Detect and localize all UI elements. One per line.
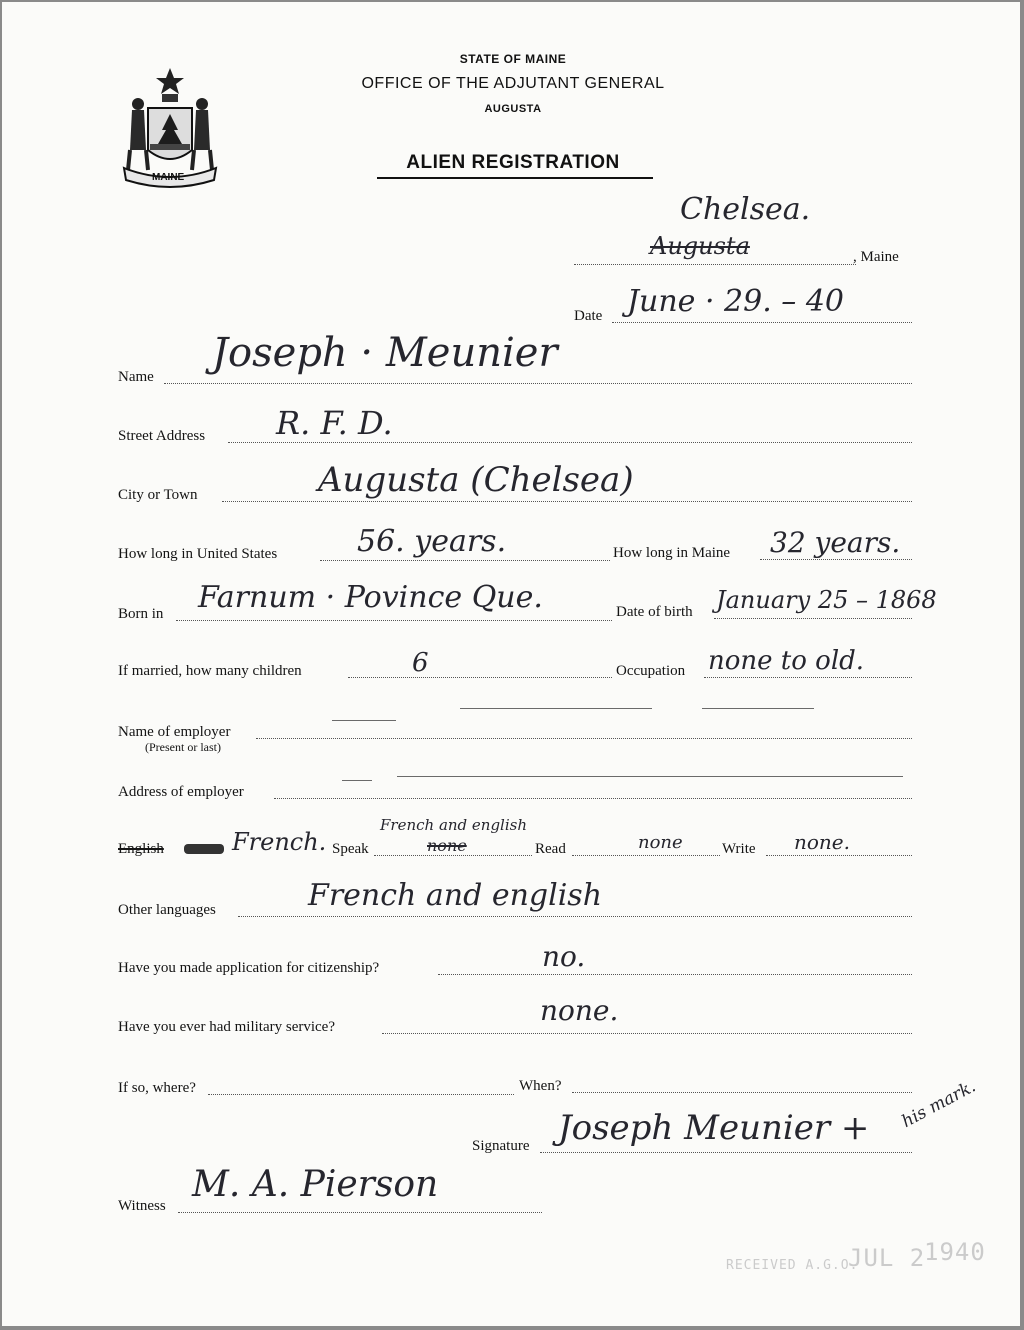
- signature-line: [540, 1152, 912, 1153]
- born-in-value: Farnum · Povince Que.: [198, 580, 543, 615]
- occupation-value: none to old.: [708, 646, 865, 676]
- maine-label: , Maine: [853, 249, 899, 265]
- read-label: Read: [535, 841, 566, 857]
- years-maine-line: [760, 559, 912, 560]
- when-line: [572, 1092, 912, 1093]
- read-value: none: [638, 832, 683, 853]
- street-address-label: Street Address: [118, 428, 206, 444]
- speak-value: French and english: [380, 816, 528, 834]
- received-stamp-year: 1940: [924, 1238, 986, 1266]
- name-value: Joseph · Meunier: [212, 330, 558, 376]
- other-languages-value: French and english: [308, 878, 603, 913]
- signature-label: Signature: [472, 1138, 530, 1154]
- employer-address-label: Address of employer: [118, 784, 244, 800]
- write-value: none.: [794, 830, 850, 854]
- if-so-where-label: If so, where?: [118, 1080, 196, 1096]
- employer-name-line: [256, 738, 912, 739]
- office-heading: OFFICE OF THE ADJUTANT GENERAL: [361, 75, 665, 92]
- children-label: If married, how many children: [118, 663, 302, 679]
- title-underline: [377, 177, 653, 179]
- employer-address-dash: [342, 780, 372, 781]
- born-in-line: [176, 620, 612, 621]
- speak-line: [374, 855, 532, 856]
- born-in-label: Born in: [118, 606, 164, 622]
- date-of-birth-line: [714, 618, 912, 619]
- military-value: none.: [540, 994, 619, 1027]
- years-us-value: 56. years.: [357, 524, 507, 559]
- name-label: Name: [118, 369, 154, 385]
- form-title: ALIEN REGISTRATION: [406, 152, 620, 173]
- years-maine-value: 32 years.: [770, 526, 901, 559]
- employer-name-label: Name of employer: [118, 724, 231, 740]
- years-us-label: How long in United States: [118, 546, 278, 562]
- speak-label: Speak: [332, 841, 369, 857]
- witness-line: [178, 1212, 542, 1213]
- date-of-birth-label: Date of birth: [616, 604, 693, 620]
- witness-label: Witness: [118, 1198, 166, 1214]
- employer-dash: [332, 720, 396, 721]
- read-line: [572, 855, 720, 856]
- employer-dash: [460, 708, 652, 709]
- citizenship-label: Have you made application for citizenship?: [118, 960, 380, 976]
- registration-form: [2, 2, 1020, 1326]
- years-us-line: [320, 560, 610, 561]
- date-line: [612, 322, 912, 323]
- write-label: Write: [722, 841, 756, 857]
- military-label: Have you ever had military service?: [118, 1019, 335, 1035]
- name-line: [164, 383, 912, 384]
- received-stamp: RECEIVED A.G.O.: [726, 1258, 859, 1273]
- citizenship-value: no.: [542, 940, 586, 973]
- street-address-value: R. F. D.: [276, 404, 393, 442]
- occupation-label: Occupation: [616, 663, 686, 679]
- city-line: [222, 501, 912, 502]
- date-of-birth-value: January 25 – 1868: [716, 586, 937, 614]
- his-mark-note: his mark.: [898, 1076, 980, 1132]
- citizenship-line: [438, 974, 912, 975]
- other-languages-line: [238, 916, 912, 917]
- other-languages-label: Other languages: [118, 902, 216, 918]
- if-so-where-line: [208, 1094, 514, 1095]
- seal-banner-text: MAINE: [152, 172, 185, 183]
- employer-dash: [702, 708, 814, 709]
- date-value: June · 29. – 40: [627, 284, 844, 319]
- town-handwritten: Chelsea.: [680, 192, 811, 227]
- when-label: When?: [519, 1078, 562, 1094]
- date-label: Date: [574, 308, 603, 324]
- city-value: Augusta (Chelsea): [318, 460, 634, 500]
- city-label: City or Town: [118, 487, 198, 503]
- military-line: [382, 1033, 912, 1034]
- received-stamp-date: JUL 2: [848, 1244, 926, 1272]
- language-prefix-value: French.: [232, 828, 327, 856]
- occupation-line: [704, 677, 912, 678]
- state-heading: STATE OF MAINE: [459, 52, 567, 66]
- employer-address-dash: [397, 776, 903, 777]
- years-maine-label: How long in Maine: [613, 545, 731, 561]
- witness-value: M. A. Pierson: [192, 1164, 439, 1205]
- town-line: [574, 264, 856, 265]
- employer-address-line: [274, 798, 912, 799]
- write-line: [766, 855, 912, 856]
- speak-struck: none: [427, 836, 467, 855]
- signature-value: Joseph Meunier +: [558, 1108, 870, 1148]
- street-address-line: [228, 442, 912, 443]
- scribble-mark: [184, 844, 224, 854]
- employer-note: (Present or last): [145, 740, 221, 754]
- children-line: [348, 677, 612, 678]
- city-heading: AUGUSTA: [484, 103, 542, 115]
- language-struck-label: English: [118, 841, 164, 857]
- town-struck: Augusta: [650, 232, 750, 260]
- children-value: 6: [412, 648, 429, 678]
